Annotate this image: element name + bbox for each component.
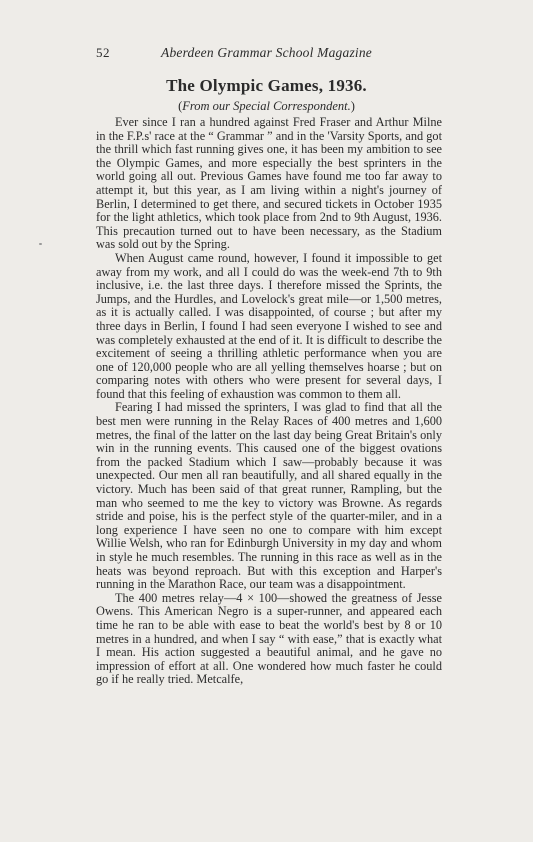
paragraph-3: Fearing I had missed the sprinters, I was glad to find that all the best men were running in the Relay Races of 400 metres and 1,600 metres, the final of the latter on the last day being Great Britain's only win in the running events. This caused one of the biggest ovations from the packed Stadium which I saw—probably because it was unexpected. Our men all ran beautifully, and all shared equally in the victory. Much has been said of that great runner, Rampling, but the man who seemed to me the key to victory was Browne. As regards stride and poise, his is the perfect style of the quarter-miler, and in a long experience I have seen no one to compare with him except Willie Welsh, who ran for Edinburgh University in my day and whom in style he much resembles. The running in this race as well as in the heats was beyond reproach. But with this exception and Harper's running in the Marathon Race, our team was a disappointment.	[96, 400, 442, 592]
page-number: 52	[96, 45, 110, 60]
running-head	[96, 45, 437, 63]
article-title: The Olympic Games, 1936.	[166, 76, 367, 95]
article-body	[96, 116, 442, 687]
paragraph-4: The 400 metres relay—4 × 100—showed the greatness of Jesse Owens. This American Negro is a super-runner, and appeared each time he ran to be able with ease to beat the world's best by 8 or 10 metres in a hundred, and when I say “ with ease,” that is exactly what I mean. His action suggested a beautiful animal, and he gave no impression of effort at all. One wondered how much faster he could go if he really tried. Metcalfe,	[96, 590, 442, 687]
byline-open-paren: (	[178, 99, 183, 113]
byline-close-paren: )	[350, 99, 355, 113]
article-byline	[96, 99, 437, 114]
paragraph-2: When August came round, however, I found it impossible to get away from my work, and all I could do was the week-end 7th to 9th inclusive, i.e. the last three days. I therefore missed the Sprints, the Jumps, and the Hurdles, and Lovelock's great mile—or 1,500 metres, as it is actually called. I was disappointed, of course ; but after my three days in Berlin, I found I had seen everyone I wished to see and was completely exhausted at the end of it. It is difficult to describe the excitement of seeing a thrilling athletic performance when you are one of 120,000 people who are all yelling themselves hoarse ; but on comparing notes with others who were present for several days, I found that this feeling of exhaustion was common to them all.	[96, 250, 442, 401]
paragraph-1: Ever since I ran a hundred against Fred Fraser and Arthur Milne in the F.P.s' race at the “ Grammar ” and in the 'Varsity Sports, and got the thrill which fast running gives one, it has been my ambition to see the Olympic Games, and more especially the best sprinters in the world going all out. Previous Games have found me too far away to attempt it, but this year, as I am living within a night's journey of Berlin, I determined to get there, and secured tickets in October 1935 for the light athletics, which took place from 2nd to 9th August, 1936. This precaution turned out to have been necessary, as the Stadium was sold out by the Spring.	[96, 115, 442, 252]
journal-title: Aberdeen Grammar School Magazine	[161, 45, 372, 60]
stray-ink-mark	[39, 243, 42, 245]
byline-text: From our Special Correspondent.	[182, 99, 351, 113]
